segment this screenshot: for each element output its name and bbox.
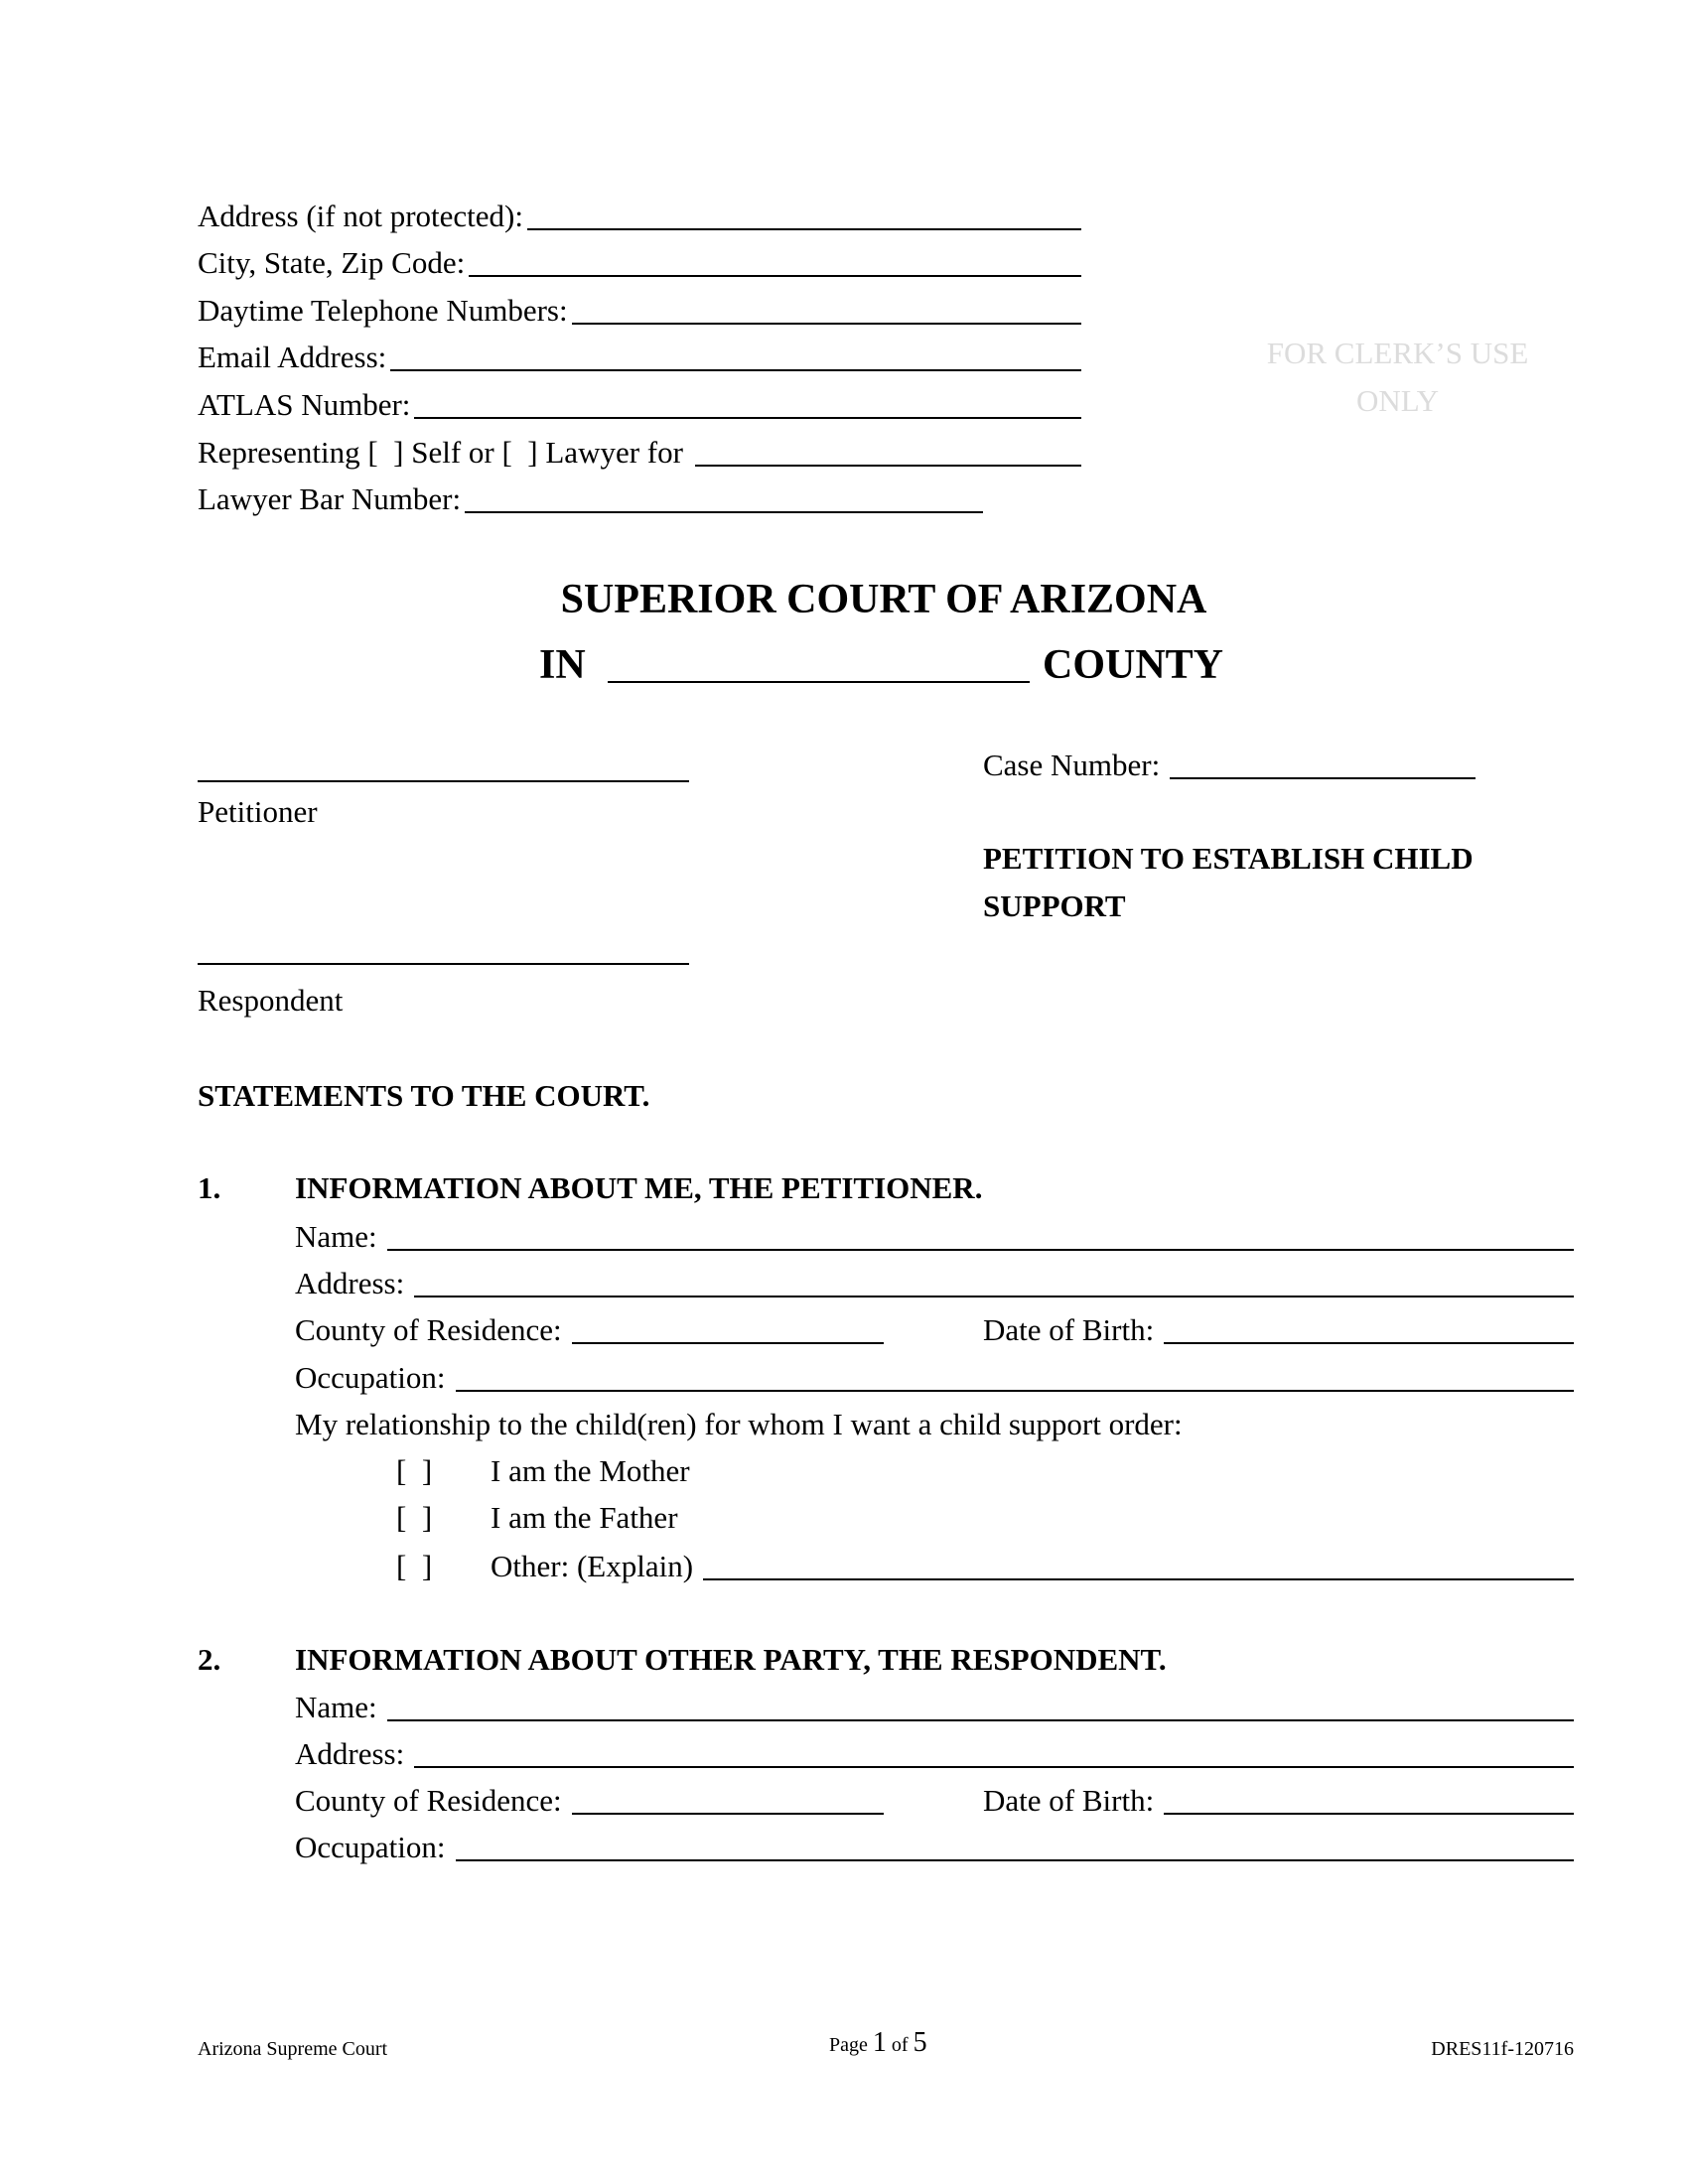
petitioner-name-blank[interactable]: [387, 1219, 1574, 1251]
respondent-name-blank[interactable]: [387, 1690, 1574, 1721]
petitioner-county-blank[interactable]: [572, 1312, 884, 1344]
petitioner-county-field[interactable]: [295, 1310, 884, 1350]
atlas-blank[interactable]: [414, 387, 1081, 419]
case-number-field[interactable]: [983, 746, 1476, 785]
email-field[interactable]: [198, 338, 1081, 377]
footer-publisher: Arizona Supreme Court: [198, 2038, 388, 2060]
other-explain-blank[interactable]: [703, 1549, 1574, 1580]
other-field[interactable]: [491, 1547, 1574, 1586]
father-label: I am the Father: [491, 1500, 678, 1535]
respondent-address-field[interactable]: [295, 1734, 1574, 1774]
address-field[interactable]: [198, 197, 1081, 236]
phone-field[interactable]: [198, 291, 1081, 331]
respondent-name-field[interactable]: [295, 1688, 1574, 1727]
bar-number-label: Lawyer Bar Number:: [198, 481, 462, 516]
father-checkbox[interactable]: [ ]: [396, 1500, 433, 1535]
other-label: Other: (Explain): [491, 1549, 694, 1583]
page-prefix: Page: [829, 2034, 873, 2056]
footer-page-number: [829, 2029, 927, 2059]
address-label: Address (if not protected):: [198, 199, 523, 233]
relationship-prompt: My relationship to the child(ren) for whom I want a child support order:: [295, 1407, 1183, 1441]
address-blank[interactable]: [527, 199, 1081, 230]
name-label: Name:: [295, 1690, 377, 1724]
petitioner-address-field[interactable]: [295, 1264, 1574, 1303]
phone-blank[interactable]: [572, 293, 1081, 325]
respondent-address-blank[interactable]: [414, 1736, 1574, 1768]
address-label: Address:: [295, 1736, 405, 1771]
city-field[interactable]: [198, 243, 1081, 283]
petitioner-blank[interactable]: [198, 780, 689, 782]
respondent-occupation-blank[interactable]: [456, 1830, 1574, 1861]
respondent-county-blank[interactable]: [572, 1783, 884, 1815]
petitioner-name-field[interactable]: [295, 1217, 1574, 1257]
petitioner-occupation-blank[interactable]: [456, 1360, 1574, 1392]
atlas-field[interactable]: [198, 385, 1081, 425]
respondent-dob-field[interactable]: [983, 1781, 1574, 1821]
section-2-number: 2.: [198, 1642, 221, 1677]
email-blank[interactable]: [390, 340, 1081, 371]
statements-heading: STATEMENTS TO THE COURT.: [198, 1078, 650, 1113]
county-blank[interactable]: [608, 681, 1030, 683]
section-1-number: 1.: [198, 1170, 221, 1205]
phone-label: Daytime Telephone Numbers:: [198, 293, 568, 328]
other-checkbox[interactable]: [ ]: [396, 1549, 433, 1583]
petitioner-dob-field[interactable]: [983, 1310, 1574, 1350]
court-county: COUNTY: [1043, 642, 1224, 688]
document-title-1: PETITION TO ESTABLISH CHILD: [983, 841, 1474, 876]
bar-number-blank[interactable]: [465, 481, 983, 513]
dob-label: Date of Birth:: [983, 1783, 1155, 1818]
document-title-2: SUPPORT: [983, 888, 1126, 923]
respondent-county-field[interactable]: [295, 1781, 884, 1821]
page-total: 5: [913, 2027, 927, 2058]
petitioner-dob-blank[interactable]: [1164, 1312, 1574, 1344]
bar-number-field[interactable]: [198, 479, 983, 519]
petitioner-address-blank[interactable]: [414, 1266, 1574, 1297]
occupation-label: Occupation:: [295, 1360, 446, 1395]
clerk-use-label: [1241, 330, 1554, 425]
email-label: Email Address:: [198, 340, 387, 374]
dob-label: Date of Birth:: [983, 1312, 1155, 1347]
representing-field[interactable]: [198, 433, 1081, 473]
clerk-line-2: ONLY: [1356, 383, 1439, 418]
city-blank[interactable]: [469, 245, 1081, 277]
county-label: County of Residence:: [295, 1783, 562, 1818]
mother-checkbox[interactable]: [ ]: [396, 1453, 433, 1488]
mother-label: I am the Mother: [491, 1453, 690, 1488]
representing-label: Representing [ ] Self or [ ] Lawyer for: [198, 435, 683, 470]
court-title: SUPERIOR COURT OF ARIZONA: [560, 577, 1207, 622]
address-label: Address:: [295, 1266, 405, 1300]
case-number-blank[interactable]: [1170, 748, 1476, 779]
occupation-label: Occupation:: [295, 1830, 446, 1864]
section-2-heading: INFORMATION ABOUT OTHER PARTY, THE RESPONDENT.: [295, 1642, 1167, 1677]
footer-form-code: DRES11f-120716: [1431, 2038, 1574, 2060]
page-current: 1: [872, 2027, 887, 2058]
city-label: City, State, Zip Code:: [198, 245, 466, 280]
respondent-blank[interactable]: [198, 963, 689, 965]
representing-blank[interactable]: [695, 435, 1081, 467]
respondent-dob-blank[interactable]: [1164, 1783, 1574, 1815]
petitioner-label: Petitioner: [198, 794, 318, 829]
county-label: County of Residence:: [295, 1312, 562, 1347]
court-in: IN: [539, 642, 586, 688]
page-of: of: [886, 2034, 914, 2056]
atlas-label: ATLAS Number:: [198, 387, 411, 422]
petitioner-occupation-field[interactable]: [295, 1358, 1574, 1398]
clerk-line-1: FOR CLERK’S USE: [1266, 336, 1529, 370]
section-1-heading: INFORMATION ABOUT ME, THE PETITIONER.: [295, 1170, 983, 1205]
respondent-label: Respondent: [198, 983, 344, 1018]
name-label: Name:: [295, 1219, 377, 1254]
case-number-label: Case Number:: [983, 748, 1161, 782]
respondent-occupation-field[interactable]: [295, 1828, 1574, 1867]
